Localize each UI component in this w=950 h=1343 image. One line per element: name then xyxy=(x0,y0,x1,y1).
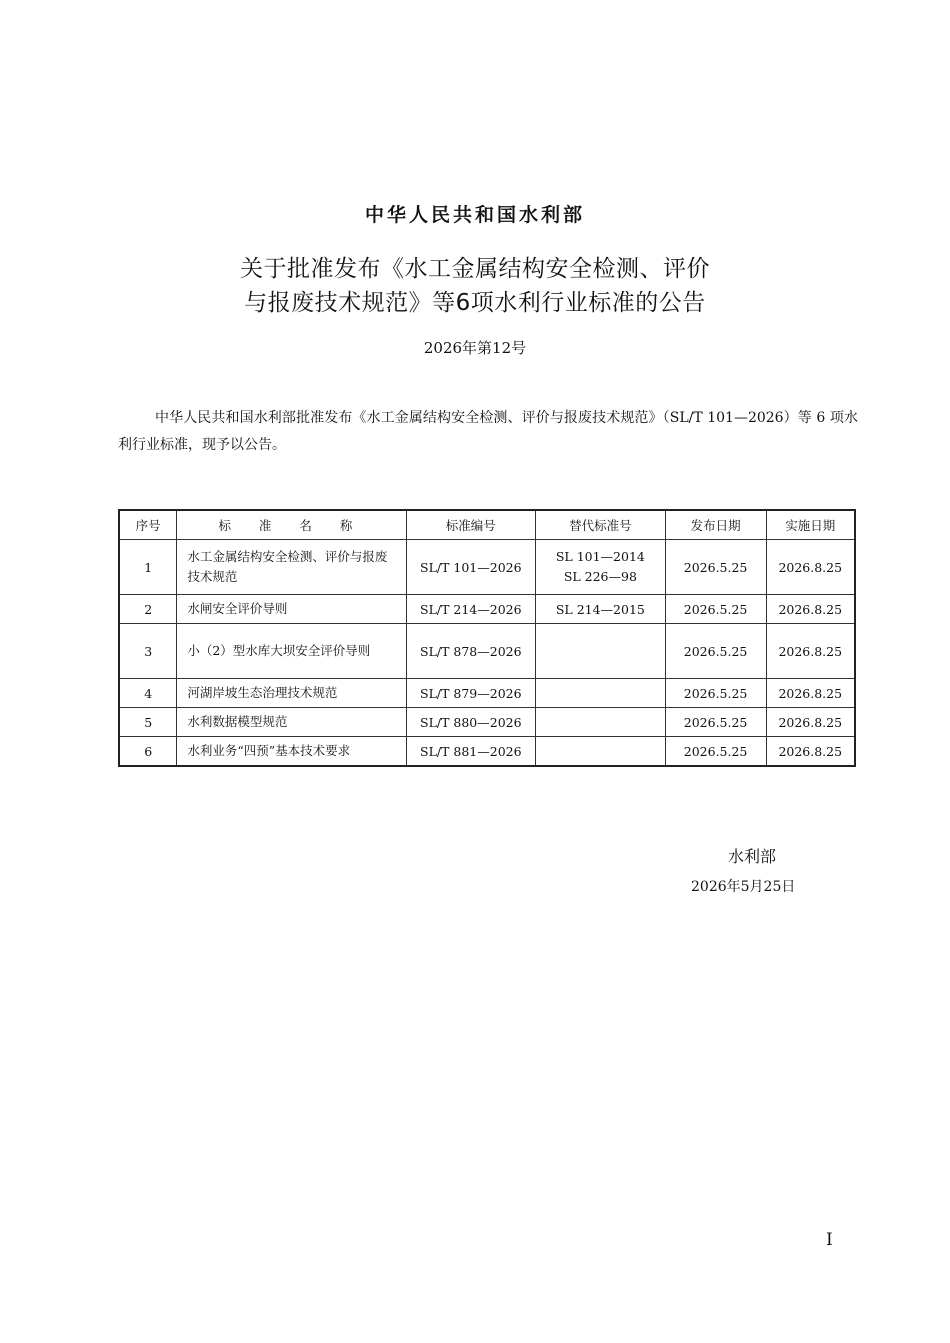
cell-replaced xyxy=(536,624,666,679)
cell-code: SL/T 880—2026 xyxy=(406,708,536,737)
replaced-standard: SL 101—2014 xyxy=(555,549,645,564)
cell-index: 5 xyxy=(119,708,177,737)
cell-effective-date: 2026.8.25 xyxy=(766,624,855,679)
cell-publish-date: 2026.5.25 xyxy=(665,737,766,767)
cell-index: 4 xyxy=(119,679,177,708)
cell-replaced xyxy=(536,540,666,595)
cell-publish-date: 2026.5.25 xyxy=(665,624,766,679)
document-number: 2026年第12号 xyxy=(423,339,527,357)
header-publish-date: 发布日期 xyxy=(665,510,766,540)
cell-effective-date: 2026.8.25 xyxy=(766,540,855,595)
table-header-row xyxy=(119,510,855,540)
cell-name: 水利业务“四预”基本技术要求 xyxy=(177,737,406,767)
cell-publish-date: 2026.5.25 xyxy=(665,679,766,708)
cell-index: 3 xyxy=(119,624,177,679)
cell-code: SL/T 878—2026 xyxy=(406,624,536,679)
issuer-heading: 中华人民共和国水利部 xyxy=(364,204,585,226)
cell-index: 1 xyxy=(119,540,177,595)
header-replaced: 替代标准号 xyxy=(536,510,666,540)
cell-name: 水闸安全评价导则 xyxy=(177,595,406,624)
table-row xyxy=(119,737,855,767)
cell-publish-date: 2026.5.25 xyxy=(665,540,766,595)
replaced-standard: SL 226—98 xyxy=(563,569,637,584)
table-row xyxy=(119,679,855,708)
cell-replaced xyxy=(536,679,666,708)
header-name: 标 准 名 称 xyxy=(177,510,406,540)
cell-effective-date: 2026.8.25 xyxy=(766,679,855,708)
cell-code: SL/T 881—2026 xyxy=(406,737,536,767)
cell-effective-date: 2026.8.25 xyxy=(766,737,855,767)
header-code: 标准编号 xyxy=(406,510,536,540)
cell-effective-date: 2026.8.25 xyxy=(766,595,855,624)
standards-table xyxy=(118,509,856,767)
title-line-2: 与报废技术规范》等6项水利行业标准的公告 xyxy=(244,290,706,316)
page-number: I xyxy=(826,1230,833,1250)
announcement-body: 中华人民共和国水利部批准发布《水工金属结构安全检测、评价与报废技术规范》（SL/T 101—2026）等 6 项水利行业标准，现予以公告。 xyxy=(118,410,858,453)
cell-index: 6 xyxy=(119,737,177,767)
cell-name: 水利数据模型规范 xyxy=(177,708,406,737)
cell-code: SL/T 101—2026 xyxy=(406,540,536,595)
header-index: 序号 xyxy=(119,510,177,540)
title-line-1: 关于批准发布《水工金属结构安全检测、评价 xyxy=(240,256,710,282)
table-row xyxy=(119,624,855,679)
cell-replaced xyxy=(536,737,666,767)
table-row xyxy=(119,708,855,737)
cell-code: SL/T 879—2026 xyxy=(406,679,536,708)
cell-name: 河湖岸坡生态治理技术规范 xyxy=(177,679,406,708)
signature-date: 2026年5月25日 xyxy=(691,879,796,895)
cell-publish-date: 2026.5.25 xyxy=(665,708,766,737)
header-effective-date: 实施日期 xyxy=(766,510,855,540)
cell-replaced xyxy=(536,708,666,737)
replaced-standard: SL 214—2015 xyxy=(555,601,645,617)
cell-index: 2 xyxy=(119,595,177,624)
cell-code: SL/T 214—2026 xyxy=(406,595,536,624)
table-row xyxy=(119,540,855,595)
cell-publish-date: 2026.5.25 xyxy=(665,595,766,624)
table-row xyxy=(119,595,855,624)
cell-effective-date: 2026.8.25 xyxy=(766,708,855,737)
cell-replaced xyxy=(536,595,666,624)
cell-name: 小（2）型水库大坝安全评价导则 xyxy=(177,624,406,679)
cell-name: 水工金属结构安全检测、评价与报废技术规范 xyxy=(177,540,406,595)
signature-org: 水利部 xyxy=(728,847,777,866)
